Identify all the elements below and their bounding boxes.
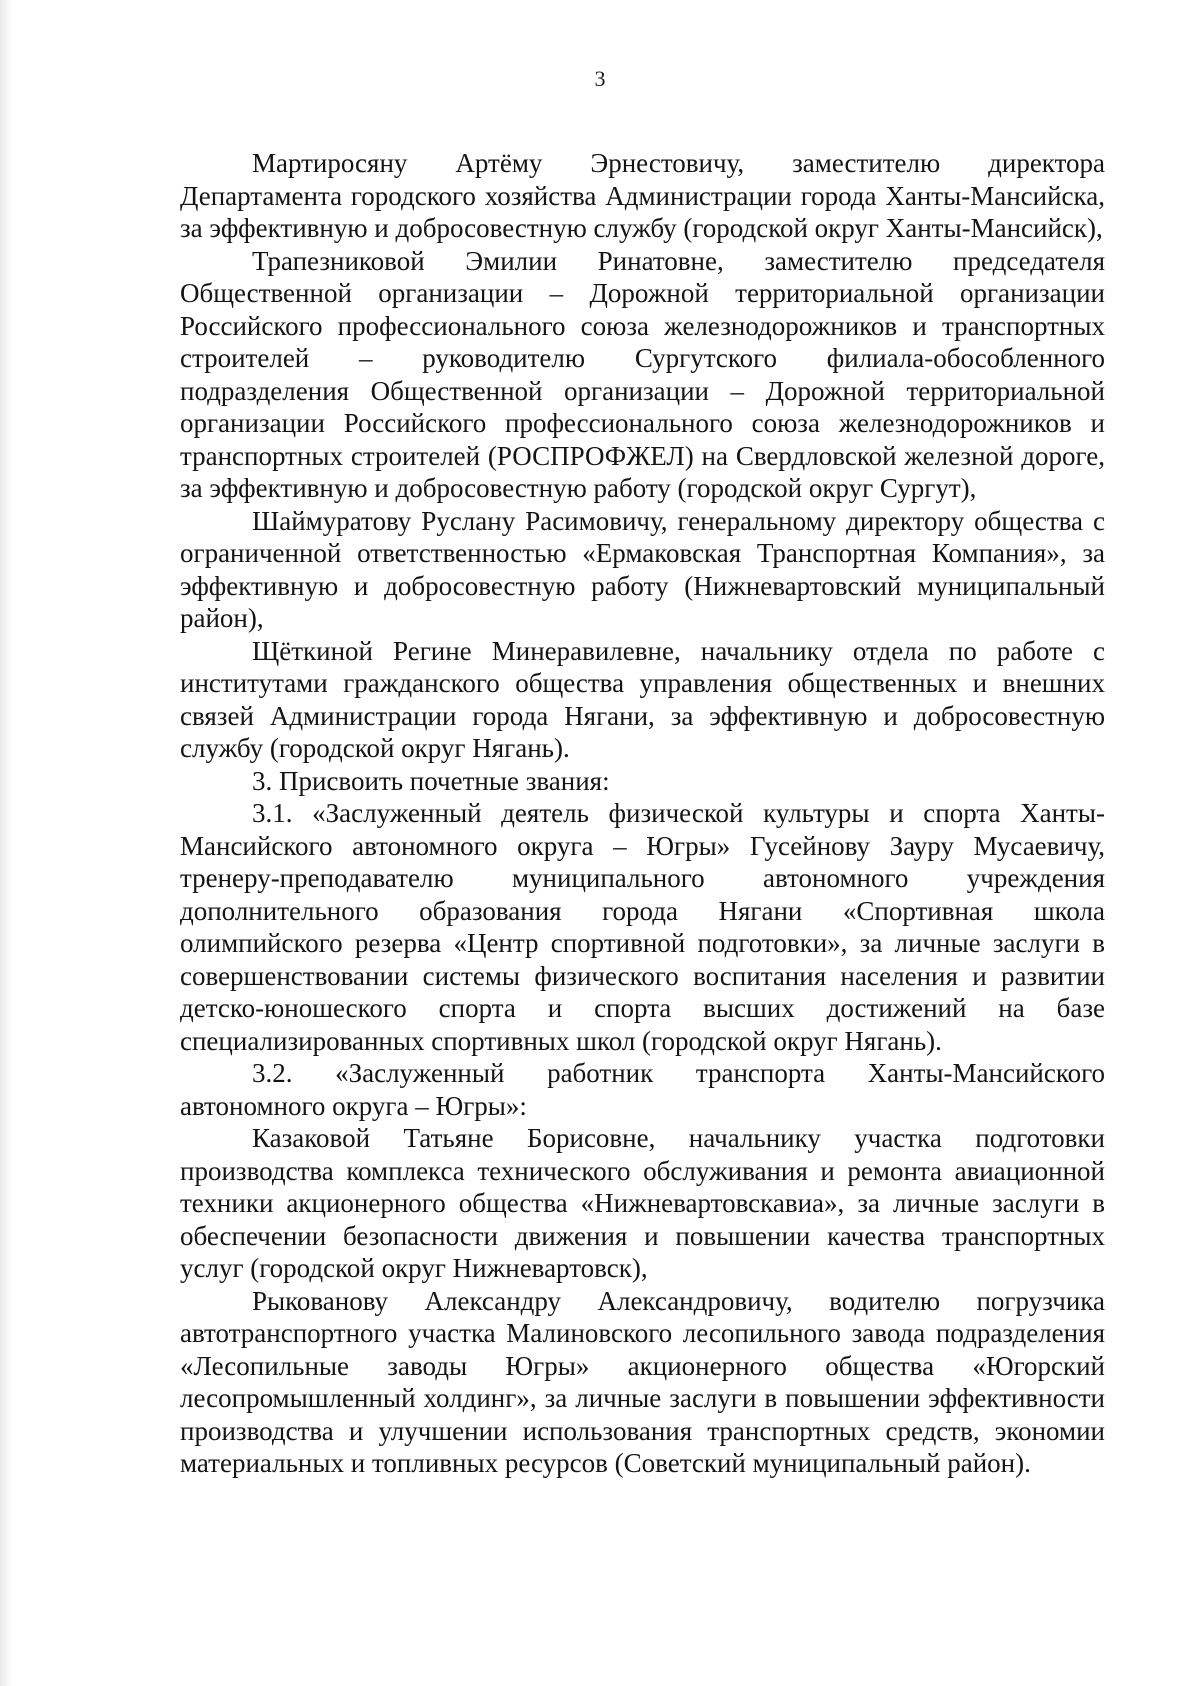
page-number: 3 [594, 66, 606, 91]
paragraph-section-3-1: 3.1. «Заслуженный деятель физической культуры и спорта Ханты-Мансийского автономного округа – Югры» Гусейнову Зауру Мусаевичу, тренеру-преподавателю муниципального автономного учреждения дополнительного образования города Нягани «Спортивная школа олимпийского резерва «Центр спортивной подготовки», за личные заслуги в совершенствовании системы физического воспитания населения и развитии детско-юношеского спорта и спорта высших достижений на базе специализированных спортивных школ (городской округ Нягань). [180, 798, 1105, 1056]
paragraph-shchetkina: Щёткиной Регине Минеравилевне, начальнику отдела по работе с институтами гражданского общества управления общественных и внешних связей Администрации города Нягани, за эффективную и добросовестную службу (городской округ Нягань). [180, 635, 1105, 763]
paragraph-section-3: 3. Присвоить почетные звания: [252, 765, 610, 796]
paragraph-martirosyan: Мартиросяну Артёму Эрнестовичу, заместителю директора Департамента городского хозяйства Администрации города Ханты-Мансийска, за эффективную и добросовестную службу (городской округ Ханты-Мансийск), [180, 148, 1105, 243]
scan-edge [0, 0, 14, 1686]
paragraph-rykovanov: Рыкованову Александру Александровичу, водителю погрузчика автотранспортного участка Малиновского лесопильного завода подразделения «Лесопильные заводы Югры» акционерного общества «Югорский лесопромышленный холдинг», за личные заслуги в повышении эффективности производства и улучшении использования транспортных средств, экономии материальных и топливных ресурсов (Советский муниципальный район). [180, 1285, 1105, 1478]
paragraph-trapeznikova: Трапезниковой Эмилии Ринатовне, заместителю председателя Общественной организации – Дорожной территориальной организации Российского профессионального союза железнодорожников и транспортных строителей – руководителю Сургутского филиала-обособленного подразделения Общественной организации – Дорожной территориальной организации Российского профессионального союза железнодорожников и транспортных строителей (РОСПРОФЖЕЛ) на Свердловской железной дороге, за эффективную и добросовестную работу (городской округ Сургут), [180, 245, 1105, 503]
paragraph-kazakova: Казаковой Татьяне Борисовне, начальнику участка подготовки производства комплекса технического обслуживания и ремонта авиационной техники акционерного общества «Нижневартовскавиа», за личные заслуги в обеспечении безопасности движения и повышении качества транспортных услуг (городской округ Нижневартовск), [180, 1123, 1105, 1283]
paragraph-shaymuratov: Шаймуратову Руслану Расимовичу, генеральному директору общества с ограниченной ответственностью «Ермаковская Транспортная Компания», за эффективную и добросовестную работу (Нижневартовский муниципальный район), [180, 505, 1105, 633]
paragraph-section-3-2: 3.2. «Заслуженный работник транспорта Ханты-Мансийского автономного округа – Югры»: [180, 1058, 1105, 1121]
document-body [180, 147, 1105, 1480]
